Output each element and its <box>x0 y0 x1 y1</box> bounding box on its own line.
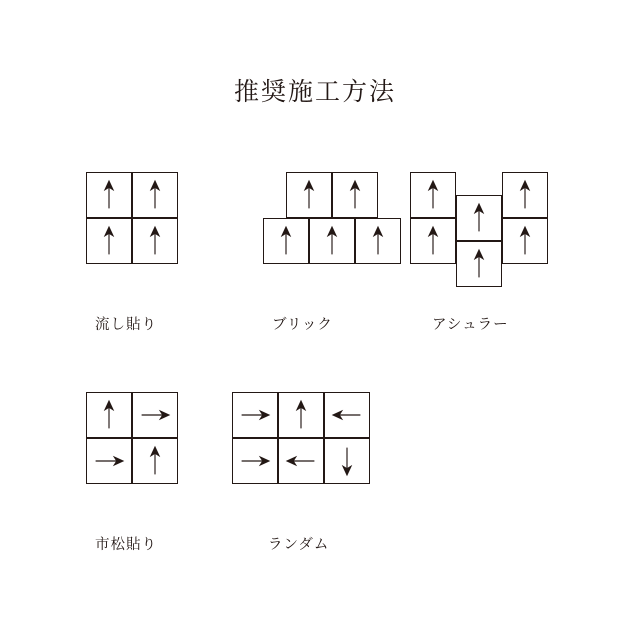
tile <box>132 218 178 264</box>
arrow-up-icon <box>264 219 308 263</box>
arrow-up-icon <box>133 173 177 217</box>
tile <box>86 438 132 484</box>
tile <box>232 438 278 484</box>
pattern-caption-ashlar: アシュラー <box>432 317 509 333</box>
arrow-up-icon <box>133 439 177 483</box>
arrow-up-icon <box>287 173 331 217</box>
tile <box>410 218 456 264</box>
pattern-caption-ichimatsu: 市松貼り <box>95 537 157 553</box>
tile <box>502 218 548 264</box>
arrow-up-icon <box>87 393 131 437</box>
arrow-up-icon <box>457 196 501 240</box>
arrow-right-icon <box>233 439 277 483</box>
tile <box>86 218 132 264</box>
arrow-up-icon <box>279 393 323 437</box>
pattern-caption-random: ランダム <box>268 537 330 553</box>
arrow-down-icon <box>325 439 369 483</box>
tile <box>263 218 309 264</box>
tile <box>502 172 548 218</box>
arrow-up-icon <box>87 219 131 263</box>
pattern-caption-brick: ブリック <box>272 317 333 333</box>
arrow-up-icon <box>87 173 131 217</box>
tile <box>324 392 370 438</box>
tile <box>232 392 278 438</box>
tile <box>278 438 324 484</box>
tile <box>132 438 178 484</box>
tile <box>132 392 178 438</box>
tile <box>456 241 502 287</box>
arrow-up-icon <box>356 219 400 263</box>
arrow-left-icon <box>325 393 369 437</box>
arrow-up-icon <box>457 242 501 286</box>
tile <box>86 172 132 218</box>
arrow-up-icon <box>503 173 547 217</box>
tile <box>332 172 378 218</box>
arrow-up-icon <box>411 173 455 217</box>
arrow-right-icon <box>233 393 277 437</box>
arrow-up-icon <box>133 219 177 263</box>
arrow-up-icon <box>310 219 354 263</box>
tile <box>456 195 502 241</box>
tile <box>309 218 355 264</box>
tile <box>324 438 370 484</box>
pattern-caption-nagashi: 流し貼り <box>95 317 157 333</box>
tile <box>132 172 178 218</box>
tile <box>286 172 332 218</box>
tile <box>355 218 401 264</box>
arrow-right-icon <box>87 439 131 483</box>
tile <box>410 172 456 218</box>
arrow-up-icon <box>503 219 547 263</box>
tile <box>86 392 132 438</box>
arrow-up-icon <box>333 173 377 217</box>
arrow-left-icon <box>279 439 323 483</box>
tile <box>278 392 324 438</box>
arrow-up-icon <box>411 219 455 263</box>
arrow-right-icon <box>133 393 177 437</box>
page-title: 推奨施工方法 <box>233 77 396 106</box>
